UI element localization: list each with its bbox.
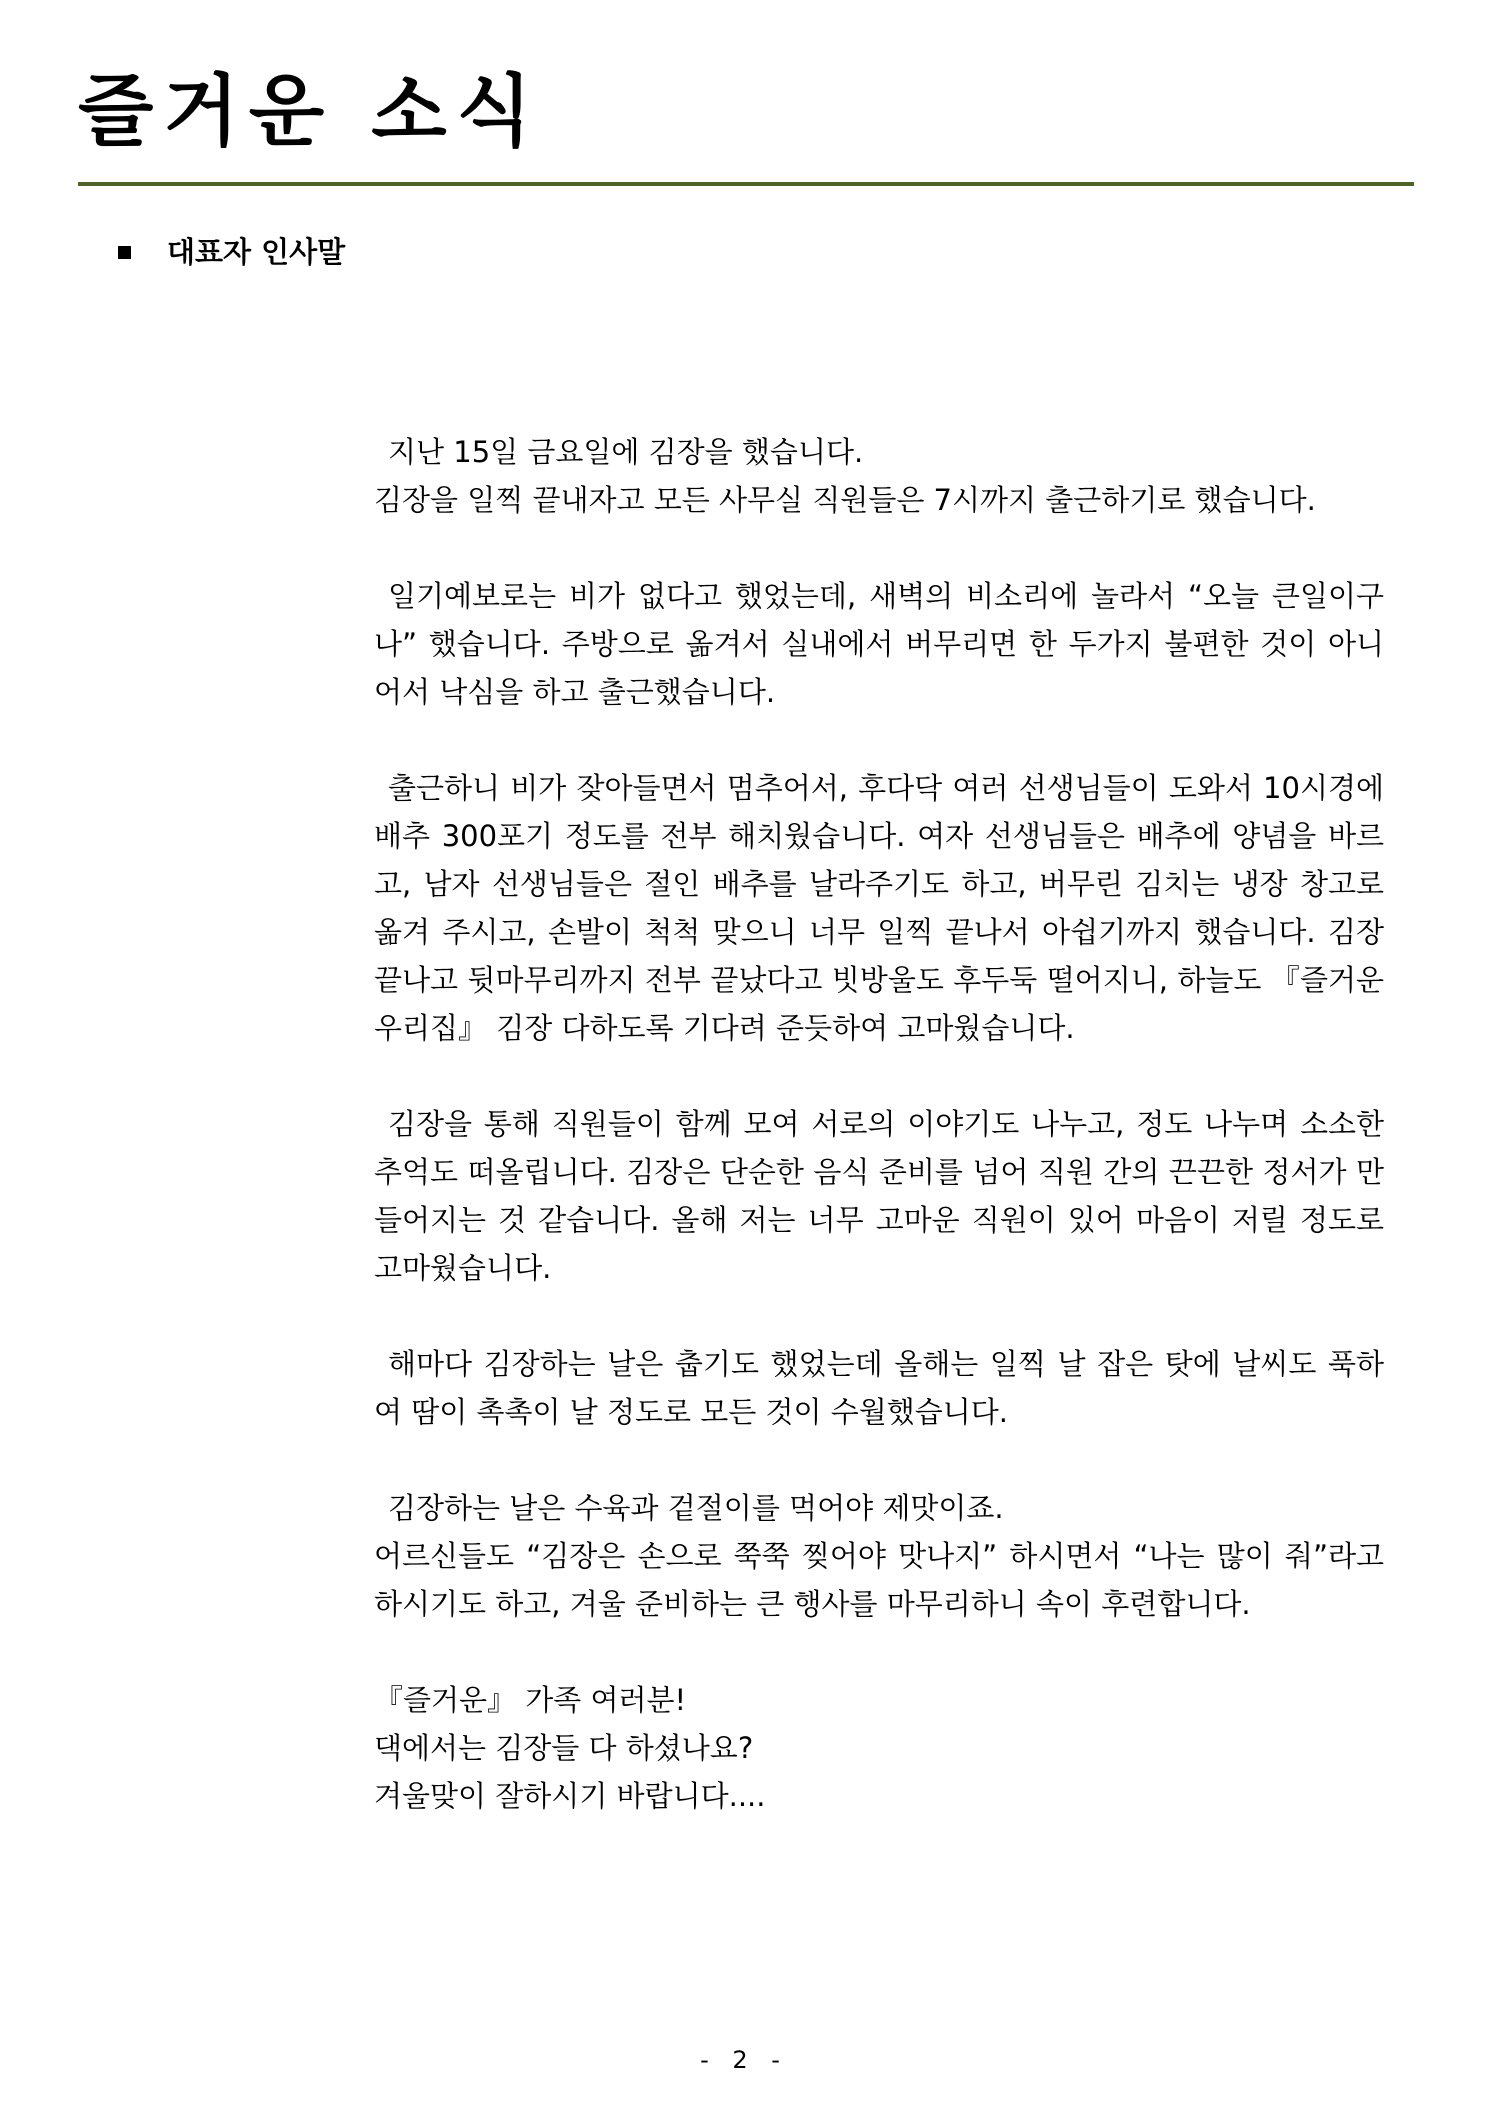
title-divider <box>78 182 1414 186</box>
letter-paragraph: 해마다 김장하는 날은 춥기도 했었는데 올해는 일찍 날 잡은 탓에 날씨도 푹하여 땀이 촉촉이 날 정도로 모든 것이 수월했습니다. <box>374 1347 1384 1429</box>
page-number: - 2 - <box>700 2046 788 2074</box>
letter-paragraph: 일기예보로는 비가 없다고 했었는데, 새벽의 비소리에 놀라서 “오늘 큰일이구나” 했습니다. 주방으로 옮겨서 실내에서 버무리면 한 두가지 불편한 것이 아니어서 낙심을 하고 출근했습니다. <box>374 579 1384 709</box>
letter-paragraph: 출근하니 비가 잦아들면서 멈추어서, 후다닥 여러 선생님들이 도와서 10시경에 배추 300포기 정도를 전부 해치웠습니다. 여자 선생님들은 배추에 양념을 바르고, 남자 선생님들은 절인 배추를 날라주기도 하고, 버무린 김치는 냉장 창고로 옮겨 주시고, 손발이 척척 맞으니 너무 일찍 끝나서 아쉽기까지 했습니다. 김장 끝나고 뒷마무리까지 전부 끝났다고 빗방울도 후두둑 떨어지니, 하늘도 『즐거운우리집』 김장 다하도록 기다려 준듯하여 고마웠습니다. <box>374 771 1384 1045</box>
letter-paragraph <box>374 1484 1384 1628</box>
paragraph-line: 김장을 일찍 끝내자고 모든 사무실 직원들은 7시까지 출근하기로 했습니다. <box>374 483 1316 517</box>
section-heading-label: 대표자 인사말 <box>167 235 346 269</box>
paragraph-line: 김장하는 날은 수육과 겉절이를 먹어야 제맛이죠. <box>388 1491 1004 1525</box>
letter-closing <box>374 1676 1384 1820</box>
letter-paragraph: 김장을 통해 직원들이 함께 모여 서로의 이야기도 나누고, 정도 나누며 소소한 추억도 떠올립니다. 김장은 단순한 음식 준비를 넘어 직원 간의 끈끈한 정서가 만들어지는 것 같습니다. 올해 저는 너무 고마운 직원이 있어 마음이 저릴 정도로 고마웠습니다. <box>374 1107 1384 1285</box>
paragraph-line: 어르신들도 “김장은 손으로 쭉쭉 찢어야 맛나지” 하시면서 “나는 많이 줘”라고 하시기도 하고, 겨울 준비하는 큰 행사를 마무리하니 속이 후련합니다. <box>374 1539 1384 1621</box>
page-title: 즐거운 소식 <box>78 67 542 157</box>
square-bullet-icon <box>118 246 131 259</box>
greeting-letter <box>374 428 1384 1868</box>
letter-paragraph <box>374 428 1384 524</box>
section-heading <box>118 234 345 272</box>
closing-line: 겨울맞이 잘하시기 바랍니다.... <box>374 1779 766 1813</box>
closing-line: 『즐거운』 가족 여러분! <box>374 1683 687 1717</box>
closing-line: 댁에서는 김장들 다 하셨나요? <box>374 1731 754 1765</box>
paragraph-line: 지난 15일 금요일에 김장을 했습니다. <box>388 435 864 469</box>
